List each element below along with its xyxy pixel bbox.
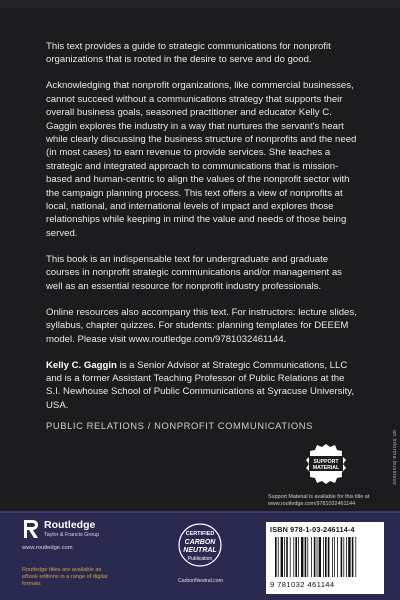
category-label: PUBLIC RELATIONS / NONPROFIT COMMUNICATIONS <box>46 420 313 431</box>
carbon-publication: Publication <box>187 556 213 562</box>
ebook-note: Routledge titles are available as eBook editions in a range of digital formats <box>22 567 108 588</box>
support-badge-line-2: MATERIAL <box>312 465 340 471</box>
carbon-neutral-website: CarbonNeutral.com <box>178 578 223 584</box>
support-badge-line-1: SUPPORT <box>313 459 339 465</box>
support-material-badge-icon <box>305 443 347 485</box>
blurb-paragraph-2: Acknowledging that nonprofit organizations, like commercial businesses, cannot succeed without a communications strategy that supports their overall business goals, seasoned practitioner and educator Kelly C. Gaggin explores the industry in a way that nurtures the servant's heart while clearly discussing the business structure of nonprofits and the need (in most cases) to earn revenue to provide services. She teaches a strategic and integrated approach to communications that is mission-based and human-centric to align the values of the nonprofit sector with the campaign planning process. This text offers a view of nonprofits at local, national, and international levels of impact and explores those relationships while keeping in mind the value and needs of those being served. <box>46 80 357 239</box>
bottom-band-edge <box>0 511 400 513</box>
spine-tagline: an informa business <box>391 430 397 485</box>
carbon-word-1: CARBON <box>184 539 216 546</box>
isbn: ISBN 978-1-03-246114-4 <box>270 525 355 534</box>
carbon-neutral-logo-icon <box>176 521 224 575</box>
blurb-paragraph-3: This book is an indispensable text for undergraduate and graduate courses in nonprofit strategic communications and/or management as well as an essential resource for nonprofit industry professionals. <box>46 253 342 292</box>
support-material-note: Support Material is available for this title at www.routledge.com/9781032461144 <box>268 494 370 507</box>
publisher-group: Taylor & Francis Group <box>44 532 100 538</box>
carbon-word-2: NEUTRAL <box>183 547 217 554</box>
blurb <box>46 40 361 425</box>
blurb-paragraph-1: This text provides a guide to strategic communications for nonprofit organizations that is rooted in the desire to serve and do good. <box>46 41 331 66</box>
barcode-number: 9 781032 461144 <box>270 580 335 589</box>
author-bio <box>46 359 361 413</box>
top-strip <box>0 0 400 8</box>
routledge-logo-icon <box>22 518 40 540</box>
blurb-paragraph-4: Online resources also accompany this text. For instructors: lecture slides, syllabus, chapter quizzes. For students: planning templates for DEEEM model. Please visit www.routledge.com/9781032461144. <box>46 306 357 345</box>
carbon-certified: CERTIFIED <box>185 531 215 537</box>
barcode-icon <box>274 537 370 581</box>
publisher-name: Routledge <box>44 519 96 531</box>
author-bio-text: is a Senior Advisor at Strategic Communications, LLC and is a former Assistant Teaching Professor of Public Relations at the S.I. Newhouse School of Public Communications at Syracuse University, USA. <box>46 359 355 411</box>
author-name: Kelly C. Gaggin <box>46 359 117 371</box>
publisher-website: www.routledge.com <box>22 545 73 551</box>
